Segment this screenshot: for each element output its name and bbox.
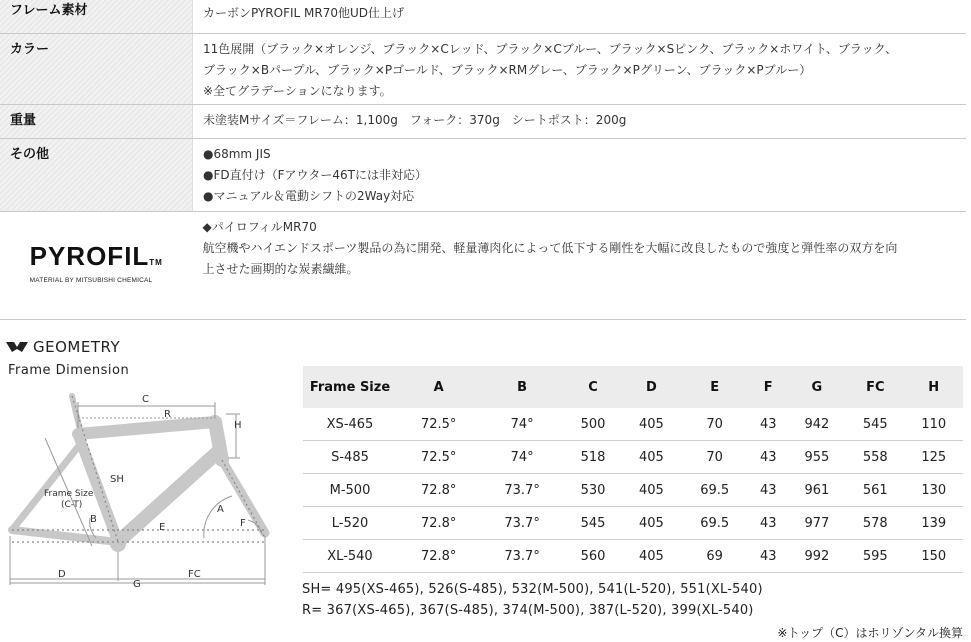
table-cell: XL-540: [303, 540, 397, 573]
header-d: D: [622, 366, 680, 408]
frame-geometry-diagram: [0, 378, 298, 588]
header-frame-size: Frame Size: [303, 366, 397, 408]
table-row: [303, 408, 963, 441]
diagram-label-frame-size-1: Frame Size: [44, 489, 94, 499]
weight-label: 重量: [0, 104, 193, 138]
pyrofil-description: [193, 211, 967, 319]
pyrofil-logo-cell: [0, 211, 193, 319]
table-cell: M-500: [303, 474, 397, 507]
table-cell: 72.8°: [397, 507, 480, 540]
diagram-label-e: E: [159, 522, 166, 533]
diagram-label-r: R: [164, 409, 171, 420]
frame-seat-tube: [78, 434, 118, 542]
table-cell: 70: [681, 408, 749, 441]
diagram-label-a: A: [217, 504, 224, 515]
table-cell: 73.7°: [480, 540, 563, 573]
diagram-label-d: D: [58, 569, 66, 580]
color-line-3: ※全てグラデーションになります。: [203, 83, 392, 98]
frame-top-tube: [78, 422, 215, 434]
other-item-1: ●68mm JIS: [203, 146, 271, 161]
frame-chain-stay: [12, 530, 118, 542]
frame-material-value: カーボンPYROFIL MR70他UD仕上げ: [193, 0, 967, 33]
spec-table: [0, 0, 966, 320]
table-cell: 405: [622, 408, 680, 441]
table-cell: L-520: [303, 507, 397, 540]
table-cell: 500: [564, 408, 622, 441]
table-cell: S-485: [303, 441, 397, 474]
table-cell: 69.5: [681, 474, 749, 507]
frame-seat-stay: [12, 442, 82, 530]
table-cell: 43: [749, 441, 788, 474]
frame-material-label: フレーム素材: [0, 0, 193, 33]
geometry-heading: [6, 336, 120, 358]
sh-note: SH= 495(XS-465), 526(S-485), 532(M-500), 541(L-520), 551(XL-540): [302, 582, 763, 597]
table-cell: 405: [622, 507, 680, 540]
other-item-3: ●マニュアル＆電動シフトの2Way対応: [203, 188, 415, 203]
color-line-2: ブラック×Bパープル、ブラック×Pゴールド、ブラック×RMグレー、ブラック×Pグリーン、ブラック×Pブルー）: [203, 62, 812, 77]
geometry-footnote: ※トップ（C）はホリゾンタル換算: [777, 626, 963, 640]
geometry-notes: [302, 579, 763, 621]
table-cell: 977: [788, 507, 846, 540]
table-cell: 405: [622, 474, 680, 507]
table-cell: 150: [904, 540, 963, 573]
color-label: カラー: [0, 33, 193, 104]
table-cell: 578: [846, 507, 904, 540]
frame-dimension-title: Frame Dimension: [8, 363, 130, 378]
pyrofil-title: ◆パイロフィルMR70: [202, 219, 317, 234]
table-cell: 70: [681, 441, 749, 474]
other-item-2: ●FD直付け（Fアウター46Tには非対応）: [203, 167, 427, 182]
diagram-label-sh: SH: [110, 474, 124, 485]
table-cell: 43: [749, 408, 788, 441]
table-cell: 139: [904, 507, 963, 540]
table-cell: 561: [846, 474, 904, 507]
table-cell: 595: [846, 540, 904, 573]
frame-bottom-bracket: [110, 536, 126, 552]
diagram-label-g: G: [133, 579, 141, 588]
table-cell: 942: [788, 408, 846, 441]
pyrofil-logo-tm: TM: [149, 257, 163, 267]
diagram-label-frame-size-2: (C-T): [61, 500, 83, 510]
table-cell: 74°: [480, 441, 563, 474]
diagram-label-h: H: [234, 420, 242, 431]
table-row: [303, 540, 963, 573]
table-cell: 43: [749, 474, 788, 507]
table-cell: 545: [564, 507, 622, 540]
table-cell: 961: [788, 474, 846, 507]
other-value: [193, 138, 967, 211]
header-b: B: [480, 366, 563, 408]
geometry-title: GEOMETRY: [33, 338, 121, 356]
pyrofil-line-1: 航空機やハイエンドスポーツ製品の為に開発、軽量薄肉化によって低下する剛性を大幅に改良したもので強度と弾性率の双方を向: [202, 240, 898, 255]
diagram-label-fc: FC: [188, 569, 201, 580]
table-cell: 992: [788, 540, 846, 573]
header-h: H: [904, 366, 963, 408]
table-cell: 545: [846, 408, 904, 441]
table-cell: 955: [788, 441, 846, 474]
table-cell: 558: [846, 441, 904, 474]
table-cell: 530: [564, 474, 622, 507]
table-cell: 73.7°: [480, 507, 563, 540]
diagram-label-c: C: [142, 394, 149, 405]
geometry-header-row: [303, 366, 963, 408]
header-fc: FC: [846, 366, 904, 408]
table-cell: 69.5: [681, 507, 749, 540]
table-cell: 125: [904, 441, 963, 474]
color-value: [193, 33, 967, 104]
table-cell: 518: [564, 441, 622, 474]
header-c: C: [564, 366, 622, 408]
header-g: G: [788, 366, 846, 408]
pyrofil-logo: [30, 242, 163, 285]
table-cell: 43: [749, 540, 788, 573]
other-label: その他: [0, 138, 193, 211]
table-row: [303, 507, 963, 540]
header-a: A: [397, 366, 480, 408]
header-e: E: [681, 366, 749, 408]
pyrofil-logo-text: PYROFIL: [29, 240, 150, 271]
table-cell: 72.5°: [397, 408, 480, 441]
table-row: [303, 474, 963, 507]
table-cell: 74°: [480, 408, 563, 441]
table-cell: 73.7°: [480, 474, 563, 507]
geometry-table: [303, 366, 963, 573]
table-cell: 560: [564, 540, 622, 573]
diagram-label-b: B: [90, 514, 97, 525]
pyrofil-line-2: 上させた画期的な炭素繊維。: [202, 261, 359, 276]
table-cell: 405: [622, 441, 680, 474]
weight-value: 未塗装Mサイズ＝フレーム：1,100g フォーク：370g シートポスト：200g: [193, 104, 967, 138]
table-cell: XS-465: [303, 408, 397, 441]
geometry-logo-icon: [6, 340, 28, 354]
table-row: [303, 441, 963, 474]
table-cell: 405: [622, 540, 680, 573]
diagram-label-f: F: [240, 518, 246, 529]
table-cell: 72.5°: [397, 441, 480, 474]
header-f: F: [749, 366, 788, 408]
color-line-1: 11色展開（ブラック×オレンジ、ブラック×Cレッド、ブラック×Cブルー、ブラック×Sピンク、ブラック×ホワイト、ブラック、: [203, 41, 898, 56]
pyrofil-logo-sub: MATERIAL BY MITSUBISHI CHEMICAL: [29, 276, 153, 284]
r-note: R= 367(XS-465), 367(S-485), 374(M-500), 387(L-520), 399(XL-540): [302, 603, 754, 618]
table-cell: 110: [904, 408, 963, 441]
table-cell: 130: [904, 474, 963, 507]
table-cell: 72.8°: [397, 474, 480, 507]
table-cell: 69: [681, 540, 749, 573]
table-cell: 72.8°: [397, 540, 480, 573]
table-cell: 43: [749, 507, 788, 540]
